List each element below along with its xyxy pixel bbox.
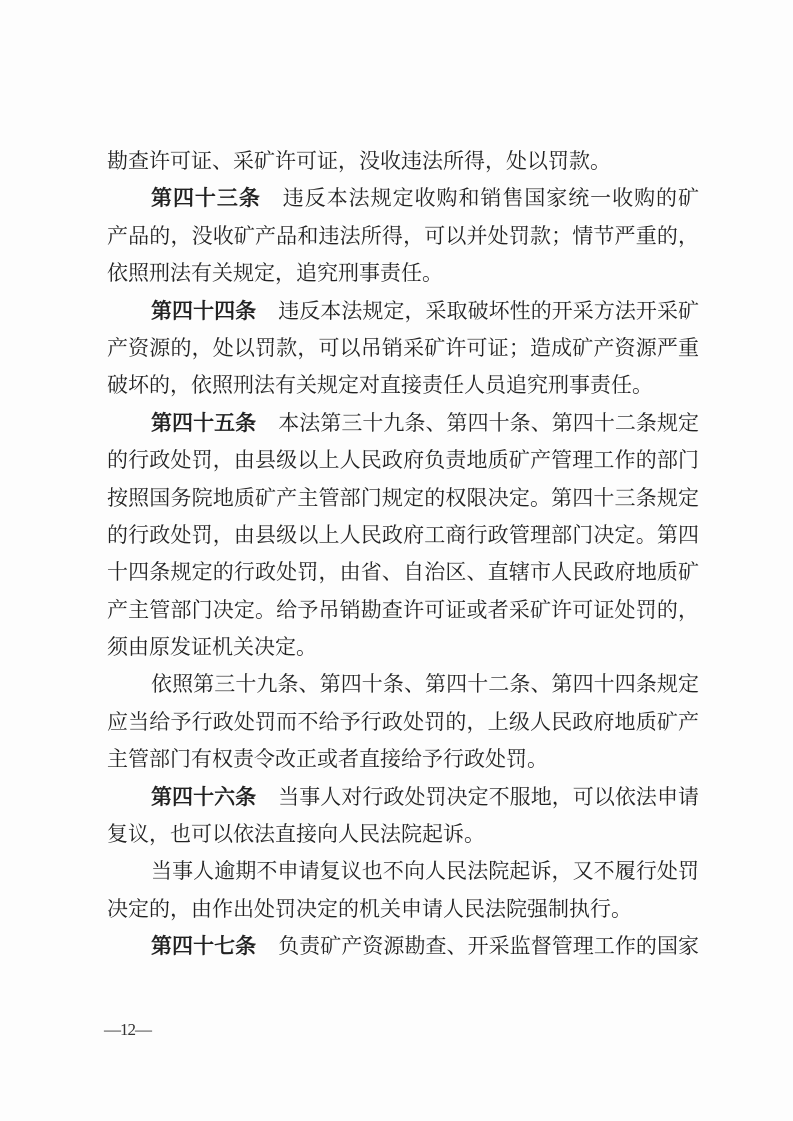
line-text: 决定的，由作出处罚决定的机关申请人民法院强制执行。 <box>107 896 632 921</box>
article-heading: 第四十三条 <box>151 186 261 211</box>
line-text: 违反本法规定，采取破坏性的开采方法开采矿 <box>278 298 699 323</box>
text-line <box>107 143 699 180</box>
line-text: 勘查许可证、采矿许可证，没收违法所得，处以罚款。 <box>107 149 611 173</box>
line-text: 依照第三十九条、第四十条、第四十二条、第四十四条规定 <box>151 672 699 697</box>
article-line <box>107 180 699 217</box>
text-line <box>107 592 699 629</box>
text-line <box>107 891 699 928</box>
line-text: 产资源的，处以罚款，可以吊销采矿许可证；造成矿产资源严重 <box>107 335 699 360</box>
article-line <box>107 293 699 330</box>
article-heading: 第四十七条 <box>151 934 257 959</box>
line-text: 当事人对行政处罚决定不服地，可以依法申请 <box>278 784 699 809</box>
line-text: 产品的，没收矿产品和违法所得，可以并处罚款；情节严重的， <box>107 223 699 248</box>
line-text: 应当给予行政处罚而不给予行政处罚的，上级人民政府地质矿产 <box>107 709 699 734</box>
article-line <box>107 405 699 442</box>
article-heading: 第四十六条 <box>151 784 257 809</box>
text-line <box>107 330 699 367</box>
line-text: 的行政处罚，由县级以上人民政府负责地质矿产管理工作的部门 <box>107 448 699 473</box>
page-number: —12— <box>104 1020 151 1039</box>
line-text: 负责矿产资源勘查、开采监督管理工作的国家 <box>278 934 699 959</box>
line-text: 须由原发证机关决定。 <box>107 635 317 660</box>
text-line <box>107 255 699 292</box>
line-text: 破坏的，依照刑法有关规定对直接责任人员追究刑事责任。 <box>107 373 653 398</box>
line-text: 主管部门有权责令改正或者直接给予行政处罚。 <box>107 747 548 772</box>
text-line <box>107 816 699 853</box>
line-text: 违反本法规定收购和销售国家统一收购的矿 <box>282 186 699 211</box>
article-heading: 第四十五条 <box>151 410 257 435</box>
line-text: 产主管部门决定。给予吊销勘查许可证或者采矿许可证处罚的， <box>107 597 699 622</box>
line-text: 当事人逾期不申请复议也不向人民法院起诉，又不履行处罚 <box>151 859 699 884</box>
line-text: 依照刑法有关规定，追究刑事责任。 <box>107 261 443 286</box>
line-text: 本法第三十九条、第四十条、第四十二条规定 <box>278 410 699 435</box>
text-line <box>107 741 699 778</box>
text-line <box>107 853 699 890</box>
text-line <box>107 554 699 591</box>
text-line <box>107 367 699 404</box>
text-line <box>107 442 699 479</box>
line-text: 十四条规定的行政处罚，由省、自治区、直辖市人民政府地质矿 <box>107 560 699 585</box>
article-line <box>107 928 699 965</box>
text-line <box>107 218 699 255</box>
article-heading: 第四十四条 <box>151 298 257 323</box>
text-line <box>107 704 699 741</box>
line-text: 的行政处罚，由县级以上人民政府工商行政管理部门决定。第四 <box>107 522 699 547</box>
document-body <box>107 143 699 966</box>
line-text: 复议，也可以依法直接向人民法院起诉。 <box>107 822 485 847</box>
text-line <box>107 666 699 703</box>
text-line <box>107 629 699 666</box>
article-line <box>107 779 699 816</box>
text-line <box>107 480 699 517</box>
line-text: 按照国务院地质矿产主管部门规定的权限决定。第四十三条规定 <box>107 485 699 510</box>
text-line <box>107 517 699 554</box>
